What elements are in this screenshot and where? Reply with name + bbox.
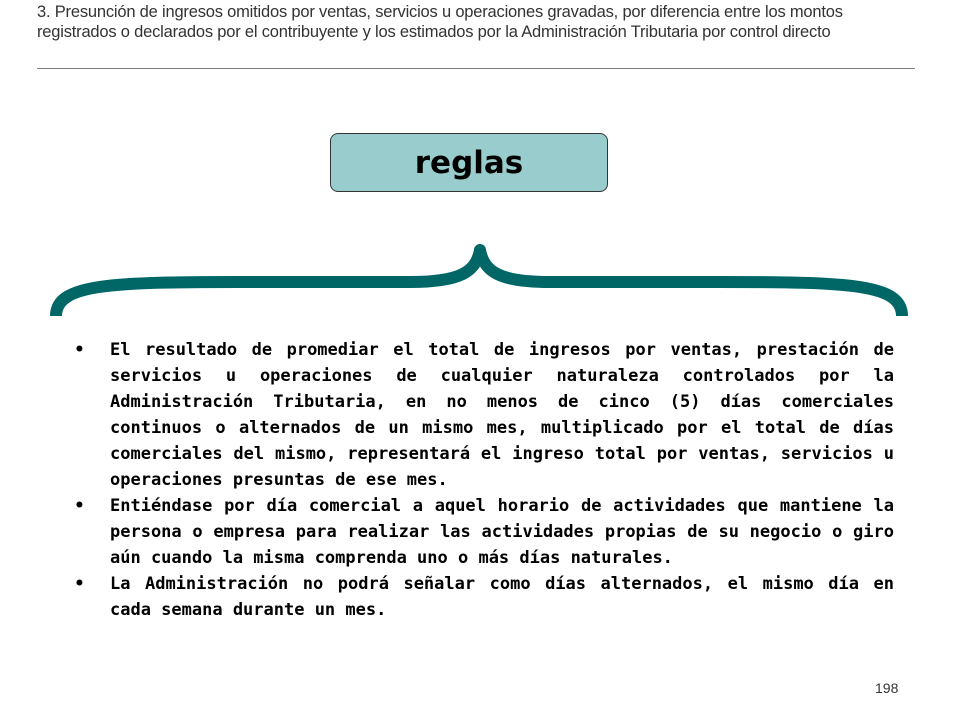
rules-list [74, 337, 894, 623]
bullet-icon: • [74, 496, 85, 516]
title-divider [37, 68, 915, 69]
list-item-text: La Administración no podrá señalar como días alternados, el mismo día en cada semana durante un mes. [110, 574, 894, 620]
curly-brace-path [56, 250, 902, 316]
page-number: 198 [875, 680, 899, 696]
bullet-icon: • [74, 340, 85, 360]
list-item-text: Entiéndase por día comercial a aquel horario de actividades que mantiene la persona o empresa para realizar las actividades propias de su negocio o giro aún cuando la misma comprenda uno o más días naturales. [110, 496, 894, 568]
list-item-text: El resultado de promediar el total de ingresos por ventas, prestación de servicios u operaciones de cualquier naturaleza controlados por la Administración Tributaria, en no menos de cinco (5) días comerciales continuos o alternados de un mismo mes, multiplicado por el total de días comerciales del mismo, representará el ingreso total por ventas, servicios u operaciones presuntas de ese mes. [110, 340, 894, 490]
reglas-label: reglas [414, 144, 524, 181]
reglas-box [330, 133, 608, 192]
list-item [74, 493, 894, 571]
curly-brace-icon [40, 244, 920, 324]
list-item [74, 337, 894, 493]
list-item [74, 571, 894, 623]
bullet-icon: • [74, 574, 85, 594]
slide-title: 3. Presunción de ingresos omitidos por ventas, servicios u operaciones gravadas, por diferencia entre los montos registrados o declarados por el contribuyente y los estimados por la Administración Tributaria por control directo [37, 3, 843, 41]
